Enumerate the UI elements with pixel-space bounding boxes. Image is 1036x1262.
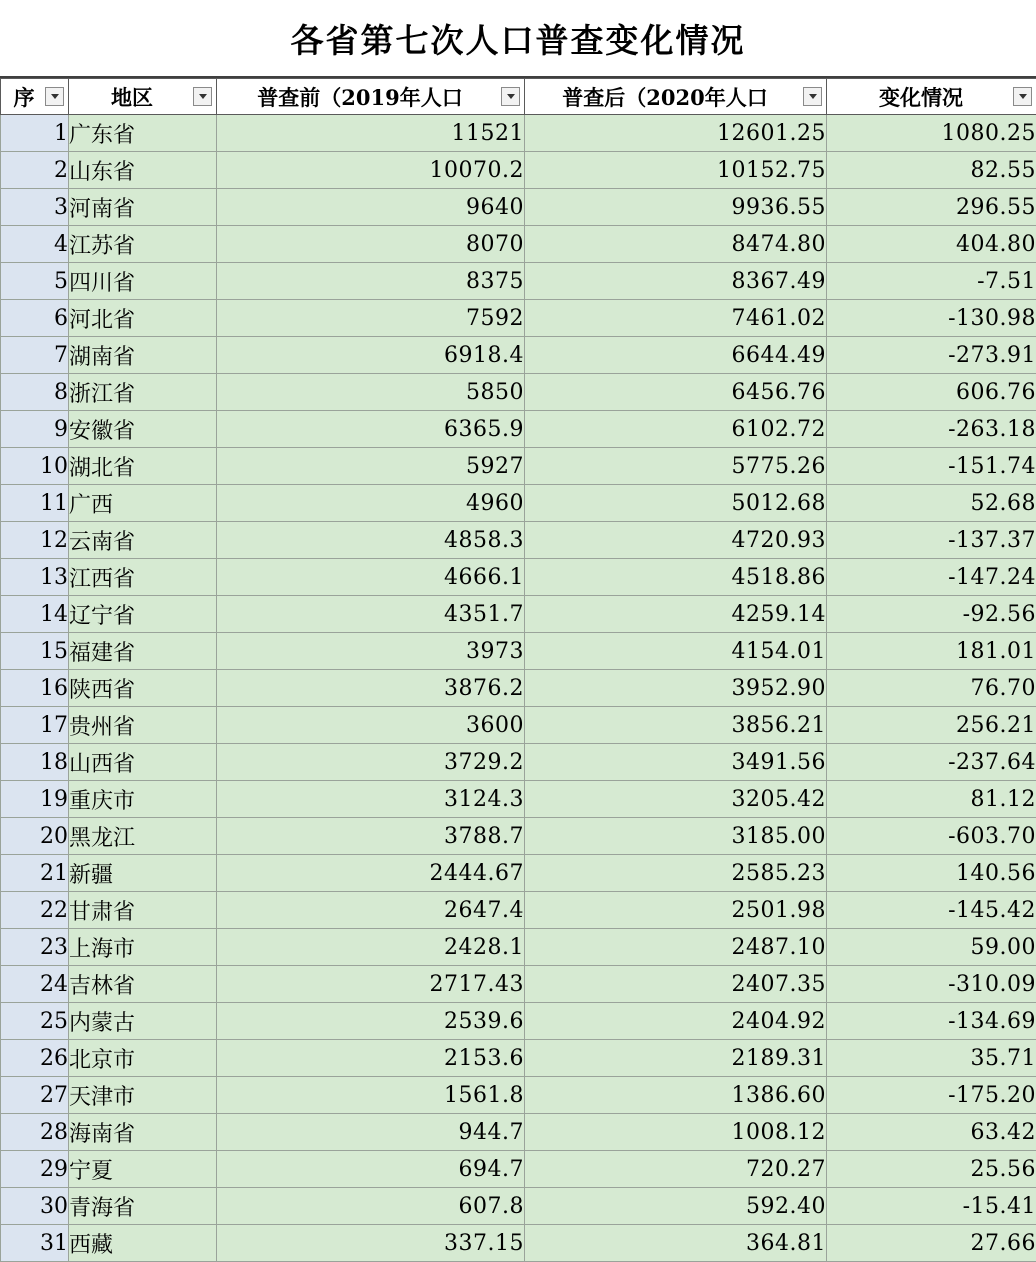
cell-change[interactable]: -137.37 — [827, 522, 1036, 559]
cell-after[interactable]: 2189.31 — [525, 1040, 827, 1077]
table-row[interactable] — [1, 1188, 1036, 1225]
cell-sequence[interactable]: 22 — [1, 892, 69, 929]
cell-before[interactable]: 337.15 — [217, 1225, 525, 1262]
cell-after[interactable]: 3185.00 — [525, 818, 827, 855]
cell-sequence[interactable]: 28 — [1, 1114, 69, 1151]
table-row[interactable] — [1, 966, 1036, 1003]
column-header-change[interactable] — [827, 79, 1036, 115]
cell-before[interactable]: 3600 — [217, 707, 525, 744]
cell-change[interactable]: 59.00 — [827, 929, 1036, 966]
cell-region[interactable]: 广西 — [69, 485, 217, 522]
table-row[interactable] — [1, 1114, 1036, 1151]
cell-sequence[interactable]: 6 — [1, 300, 69, 337]
cell-sequence[interactable]: 24 — [1, 966, 69, 1003]
table-row[interactable] — [1, 1003, 1036, 1040]
cell-region[interactable]: 浙江省 — [69, 374, 217, 411]
cell-change[interactable]: -263.18 — [827, 411, 1036, 448]
column-header-before[interactable] — [217, 79, 525, 115]
cell-change[interactable]: 1080.25 — [827, 115, 1036, 152]
cell-region[interactable]: 青海省 — [69, 1188, 217, 1225]
cell-region[interactable]: 江苏省 — [69, 226, 217, 263]
cell-change[interactable]: -145.42 — [827, 892, 1036, 929]
table-row[interactable] — [1, 855, 1036, 892]
cell-change[interactable]: -237.64 — [827, 744, 1036, 781]
cell-change[interactable]: 76.70 — [827, 670, 1036, 707]
column-header-after-label: 普查后（2020年人口 — [529, 82, 801, 112]
filter-dropdown-icon[interactable] — [1013, 87, 1032, 106]
filter-dropdown-icon[interactable] — [193, 87, 212, 106]
column-header-region[interactable] — [69, 79, 217, 115]
cell-region[interactable]: 吉林省 — [69, 966, 217, 1003]
cell-region[interactable]: 陕西省 — [69, 670, 217, 707]
cell-change[interactable]: 140.56 — [827, 855, 1036, 892]
cell-before[interactable]: 3876.2 — [217, 670, 525, 707]
cell-after[interactable]: 4720.93 — [525, 522, 827, 559]
cell-before[interactable]: 694.7 — [217, 1151, 525, 1188]
cell-sequence[interactable]: 26 — [1, 1040, 69, 1077]
cell-change[interactable]: -603.70 — [827, 818, 1036, 855]
cell-after[interactable]: 3491.56 — [525, 744, 827, 781]
cell-sequence[interactable]: 8 — [1, 374, 69, 411]
cell-after[interactable]: 5775.26 — [525, 448, 827, 485]
cell-region[interactable]: 海南省 — [69, 1114, 217, 1151]
cell-region[interactable]: 西藏 — [69, 1225, 217, 1262]
cell-region[interactable]: 辽宁省 — [69, 596, 217, 633]
table-row[interactable] — [1, 374, 1036, 411]
cell-sequence[interactable]: 20 — [1, 818, 69, 855]
cell-region[interactable]: 新疆 — [69, 855, 217, 892]
cell-before[interactable]: 1561.8 — [217, 1077, 525, 1114]
cell-sequence[interactable]: 1 — [1, 115, 69, 152]
filter-dropdown-icon[interactable] — [501, 87, 520, 106]
cell-after[interactable]: 8367.49 — [525, 263, 827, 300]
cell-before[interactable]: 10070.2 — [217, 152, 525, 189]
table-row[interactable] — [1, 818, 1036, 855]
cell-after[interactable]: 2501.98 — [525, 892, 827, 929]
cell-sequence[interactable]: 27 — [1, 1077, 69, 1114]
table-row[interactable] — [1, 929, 1036, 966]
cell-after[interactable]: 12601.25 — [525, 115, 827, 152]
cell-after[interactable]: 7461.02 — [525, 300, 827, 337]
population-table — [0, 78, 1036, 1262]
column-header-after[interactable] — [525, 79, 827, 115]
cell-after[interactable]: 6102.72 — [525, 411, 827, 448]
table-row[interactable] — [1, 337, 1036, 374]
cell-before[interactable]: 2444.67 — [217, 855, 525, 892]
cell-before[interactable]: 7592 — [217, 300, 525, 337]
cell-sequence[interactable]: 4 — [1, 226, 69, 263]
table-row[interactable] — [1, 559, 1036, 596]
table-row[interactable] — [1, 152, 1036, 189]
cell-change[interactable]: -310.09 — [827, 966, 1036, 1003]
cell-before[interactable]: 4858.3 — [217, 522, 525, 559]
cell-region[interactable]: 安徽省 — [69, 411, 217, 448]
cell-sequence[interactable]: 10 — [1, 448, 69, 485]
cell-after[interactable]: 592.40 — [525, 1188, 827, 1225]
cell-before[interactable]: 944.7 — [217, 1114, 525, 1151]
table-row[interactable] — [1, 411, 1036, 448]
cell-region[interactable]: 广东省 — [69, 115, 217, 152]
cell-before[interactable]: 4351.7 — [217, 596, 525, 633]
cell-region[interactable]: 山西省 — [69, 744, 217, 781]
cell-before[interactable]: 8375 — [217, 263, 525, 300]
cell-change[interactable]: 82.55 — [827, 152, 1036, 189]
cell-after[interactable]: 8474.80 — [525, 226, 827, 263]
cell-change[interactable]: 35.71 — [827, 1040, 1036, 1077]
cell-after[interactable]: 1386.60 — [525, 1077, 827, 1114]
title-bar — [0, 0, 1036, 78]
cell-sequence[interactable]: 21 — [1, 855, 69, 892]
cell-sequence[interactable]: 2 — [1, 152, 69, 189]
column-header-before-label: 普查前（2019年人口 — [221, 82, 499, 112]
cell-before[interactable]: 2153.6 — [217, 1040, 525, 1077]
column-header-sequence[interactable] — [1, 79, 69, 115]
cell-change[interactable]: -130.98 — [827, 300, 1036, 337]
cell-region[interactable]: 云南省 — [69, 522, 217, 559]
cell-sequence[interactable]: 29 — [1, 1151, 69, 1188]
cell-region[interactable]: 内蒙古 — [69, 1003, 217, 1040]
cell-after[interactable]: 2407.35 — [525, 966, 827, 1003]
cell-sequence[interactable]: 3 — [1, 189, 69, 226]
cell-region[interactable]: 山东省 — [69, 152, 217, 189]
cell-sequence[interactable]: 23 — [1, 929, 69, 966]
cell-before[interactable]: 5927 — [217, 448, 525, 485]
table-row[interactable] — [1, 596, 1036, 633]
cell-sequence[interactable]: 9 — [1, 411, 69, 448]
table-row[interactable] — [1, 485, 1036, 522]
cell-change[interactable]: 63.42 — [827, 1114, 1036, 1151]
filter-dropdown-icon[interactable] — [45, 87, 64, 106]
table-row[interactable] — [1, 707, 1036, 744]
cell-after[interactable]: 10152.75 — [525, 152, 827, 189]
cell-sequence[interactable]: 7 — [1, 337, 69, 374]
table-header-row — [1, 79, 1036, 115]
cell-sequence[interactable]: 31 — [1, 1225, 69, 1262]
cell-sequence[interactable]: 11 — [1, 485, 69, 522]
cell-after[interactable]: 3952.90 — [525, 670, 827, 707]
table-row[interactable] — [1, 115, 1036, 152]
cell-sequence[interactable]: 14 — [1, 596, 69, 633]
table-row[interactable] — [1, 633, 1036, 670]
cell-region[interactable]: 天津市 — [69, 1077, 217, 1114]
table-row[interactable] — [1, 300, 1036, 337]
cell-before[interactable]: 3788.7 — [217, 818, 525, 855]
cell-after[interactable]: 720.27 — [525, 1151, 827, 1188]
cell-after[interactable]: 2585.23 — [525, 855, 827, 892]
cell-region[interactable]: 河南省 — [69, 189, 217, 226]
column-header-region-label: 地区 — [73, 82, 191, 112]
cell-after[interactable]: 9936.55 — [525, 189, 827, 226]
cell-region[interactable]: 北京市 — [69, 1040, 217, 1077]
cell-change[interactable]: 52.68 — [827, 485, 1036, 522]
cell-after[interactable]: 6644.49 — [525, 337, 827, 374]
cell-after[interactable]: 6456.76 — [525, 374, 827, 411]
cell-change[interactable]: 81.12 — [827, 781, 1036, 818]
cell-before[interactable]: 3729.2 — [217, 744, 525, 781]
cell-after[interactable]: 5012.68 — [525, 485, 827, 522]
cell-after[interactable]: 364.81 — [525, 1225, 827, 1262]
cell-before[interactable]: 8070 — [217, 226, 525, 263]
cell-before[interactable]: 6365.9 — [217, 411, 525, 448]
table-row[interactable] — [1, 263, 1036, 300]
cell-change[interactable]: -15.41 — [827, 1188, 1036, 1225]
cell-before[interactable]: 11521 — [217, 115, 525, 152]
cell-sequence[interactable]: 15 — [1, 633, 69, 670]
cell-before[interactable]: 2647.4 — [217, 892, 525, 929]
table-row[interactable] — [1, 1151, 1036, 1188]
cell-after[interactable]: 4518.86 — [525, 559, 827, 596]
cell-region[interactable]: 河北省 — [69, 300, 217, 337]
cell-before[interactable]: 607.8 — [217, 1188, 525, 1225]
cell-region[interactable]: 四川省 — [69, 263, 217, 300]
table-row[interactable] — [1, 1225, 1036, 1262]
page-title: 各省第七次人口普查变化情况 — [291, 15, 746, 62]
cell-before[interactable]: 5850 — [217, 374, 525, 411]
table-body — [1, 115, 1036, 1262]
cell-region[interactable]: 福建省 — [69, 633, 217, 670]
cell-before[interactable]: 3124.3 — [217, 781, 525, 818]
filter-dropdown-icon[interactable] — [803, 87, 822, 106]
cell-sequence[interactable]: 16 — [1, 670, 69, 707]
cell-change[interactable]: -147.24 — [827, 559, 1036, 596]
cell-change[interactable]: 181.01 — [827, 633, 1036, 670]
cell-sequence[interactable]: 19 — [1, 781, 69, 818]
table-row[interactable] — [1, 226, 1036, 263]
cell-region[interactable]: 甘肃省 — [69, 892, 217, 929]
cell-region[interactable]: 贵州省 — [69, 707, 217, 744]
cell-region[interactable]: 湖南省 — [69, 337, 217, 374]
cell-before[interactable]: 4960 — [217, 485, 525, 522]
table-row[interactable] — [1, 744, 1036, 781]
cell-region[interactable]: 上海市 — [69, 929, 217, 966]
table-row[interactable] — [1, 1077, 1036, 1114]
cell-change[interactable]: -134.69 — [827, 1003, 1036, 1040]
column-header-change-label: 变化情况 — [831, 82, 1011, 112]
cell-before[interactable]: 2428.1 — [217, 929, 525, 966]
table-row[interactable] — [1, 189, 1036, 226]
cell-change[interactable]: -7.51 — [827, 263, 1036, 300]
cell-before[interactable]: 9640 — [217, 189, 525, 226]
cell-change[interactable]: 606.76 — [827, 374, 1036, 411]
cell-before[interactable]: 2539.6 — [217, 1003, 525, 1040]
cell-change[interactable]: 296.55 — [827, 189, 1036, 226]
cell-region[interactable]: 重庆市 — [69, 781, 217, 818]
table-row[interactable] — [1, 892, 1036, 929]
cell-change[interactable]: -92.56 — [827, 596, 1036, 633]
cell-change[interactable]: 256.21 — [827, 707, 1036, 744]
cell-after[interactable]: 3205.42 — [525, 781, 827, 818]
cell-before[interactable]: 3973 — [217, 633, 525, 670]
cell-change[interactable]: -273.91 — [827, 337, 1036, 374]
cell-sequence[interactable]: 17 — [1, 707, 69, 744]
cell-change[interactable]: 404.80 — [827, 226, 1036, 263]
cell-after[interactable]: 2404.92 — [525, 1003, 827, 1040]
cell-after[interactable]: 3856.21 — [525, 707, 827, 744]
cell-before[interactable]: 6918.4 — [217, 337, 525, 374]
cell-after[interactable]: 1008.12 — [525, 1114, 827, 1151]
cell-after[interactable]: 4259.14 — [525, 596, 827, 633]
cell-region[interactable]: 湖北省 — [69, 448, 217, 485]
cell-before[interactable]: 4666.1 — [217, 559, 525, 596]
table-row[interactable] — [1, 448, 1036, 485]
cell-region[interactable]: 宁夏 — [69, 1151, 217, 1188]
cell-sequence[interactable]: 5 — [1, 263, 69, 300]
cell-change[interactable]: -151.74 — [827, 448, 1036, 485]
cell-region[interactable]: 黑龙江 — [69, 818, 217, 855]
cell-after[interactable]: 4154.01 — [525, 633, 827, 670]
table-row[interactable] — [1, 670, 1036, 707]
cell-change[interactable]: 25.56 — [827, 1151, 1036, 1188]
cell-after[interactable]: 2487.10 — [525, 929, 827, 966]
cell-before[interactable]: 2717.43 — [217, 966, 525, 1003]
table-row[interactable] — [1, 522, 1036, 559]
column-header-sequence-label: 序 — [5, 82, 43, 112]
cell-change[interactable]: 27.66 — [827, 1225, 1036, 1262]
cell-sequence[interactable]: 25 — [1, 1003, 69, 1040]
cell-sequence[interactable]: 13 — [1, 559, 69, 596]
table-row[interactable] — [1, 1040, 1036, 1077]
cell-change[interactable]: -175.20 — [827, 1077, 1036, 1114]
cell-sequence[interactable]: 12 — [1, 522, 69, 559]
table-row[interactable] — [1, 781, 1036, 818]
cell-sequence[interactable]: 18 — [1, 744, 69, 781]
cell-sequence[interactable]: 30 — [1, 1188, 69, 1225]
cell-region[interactable]: 江西省 — [69, 559, 217, 596]
